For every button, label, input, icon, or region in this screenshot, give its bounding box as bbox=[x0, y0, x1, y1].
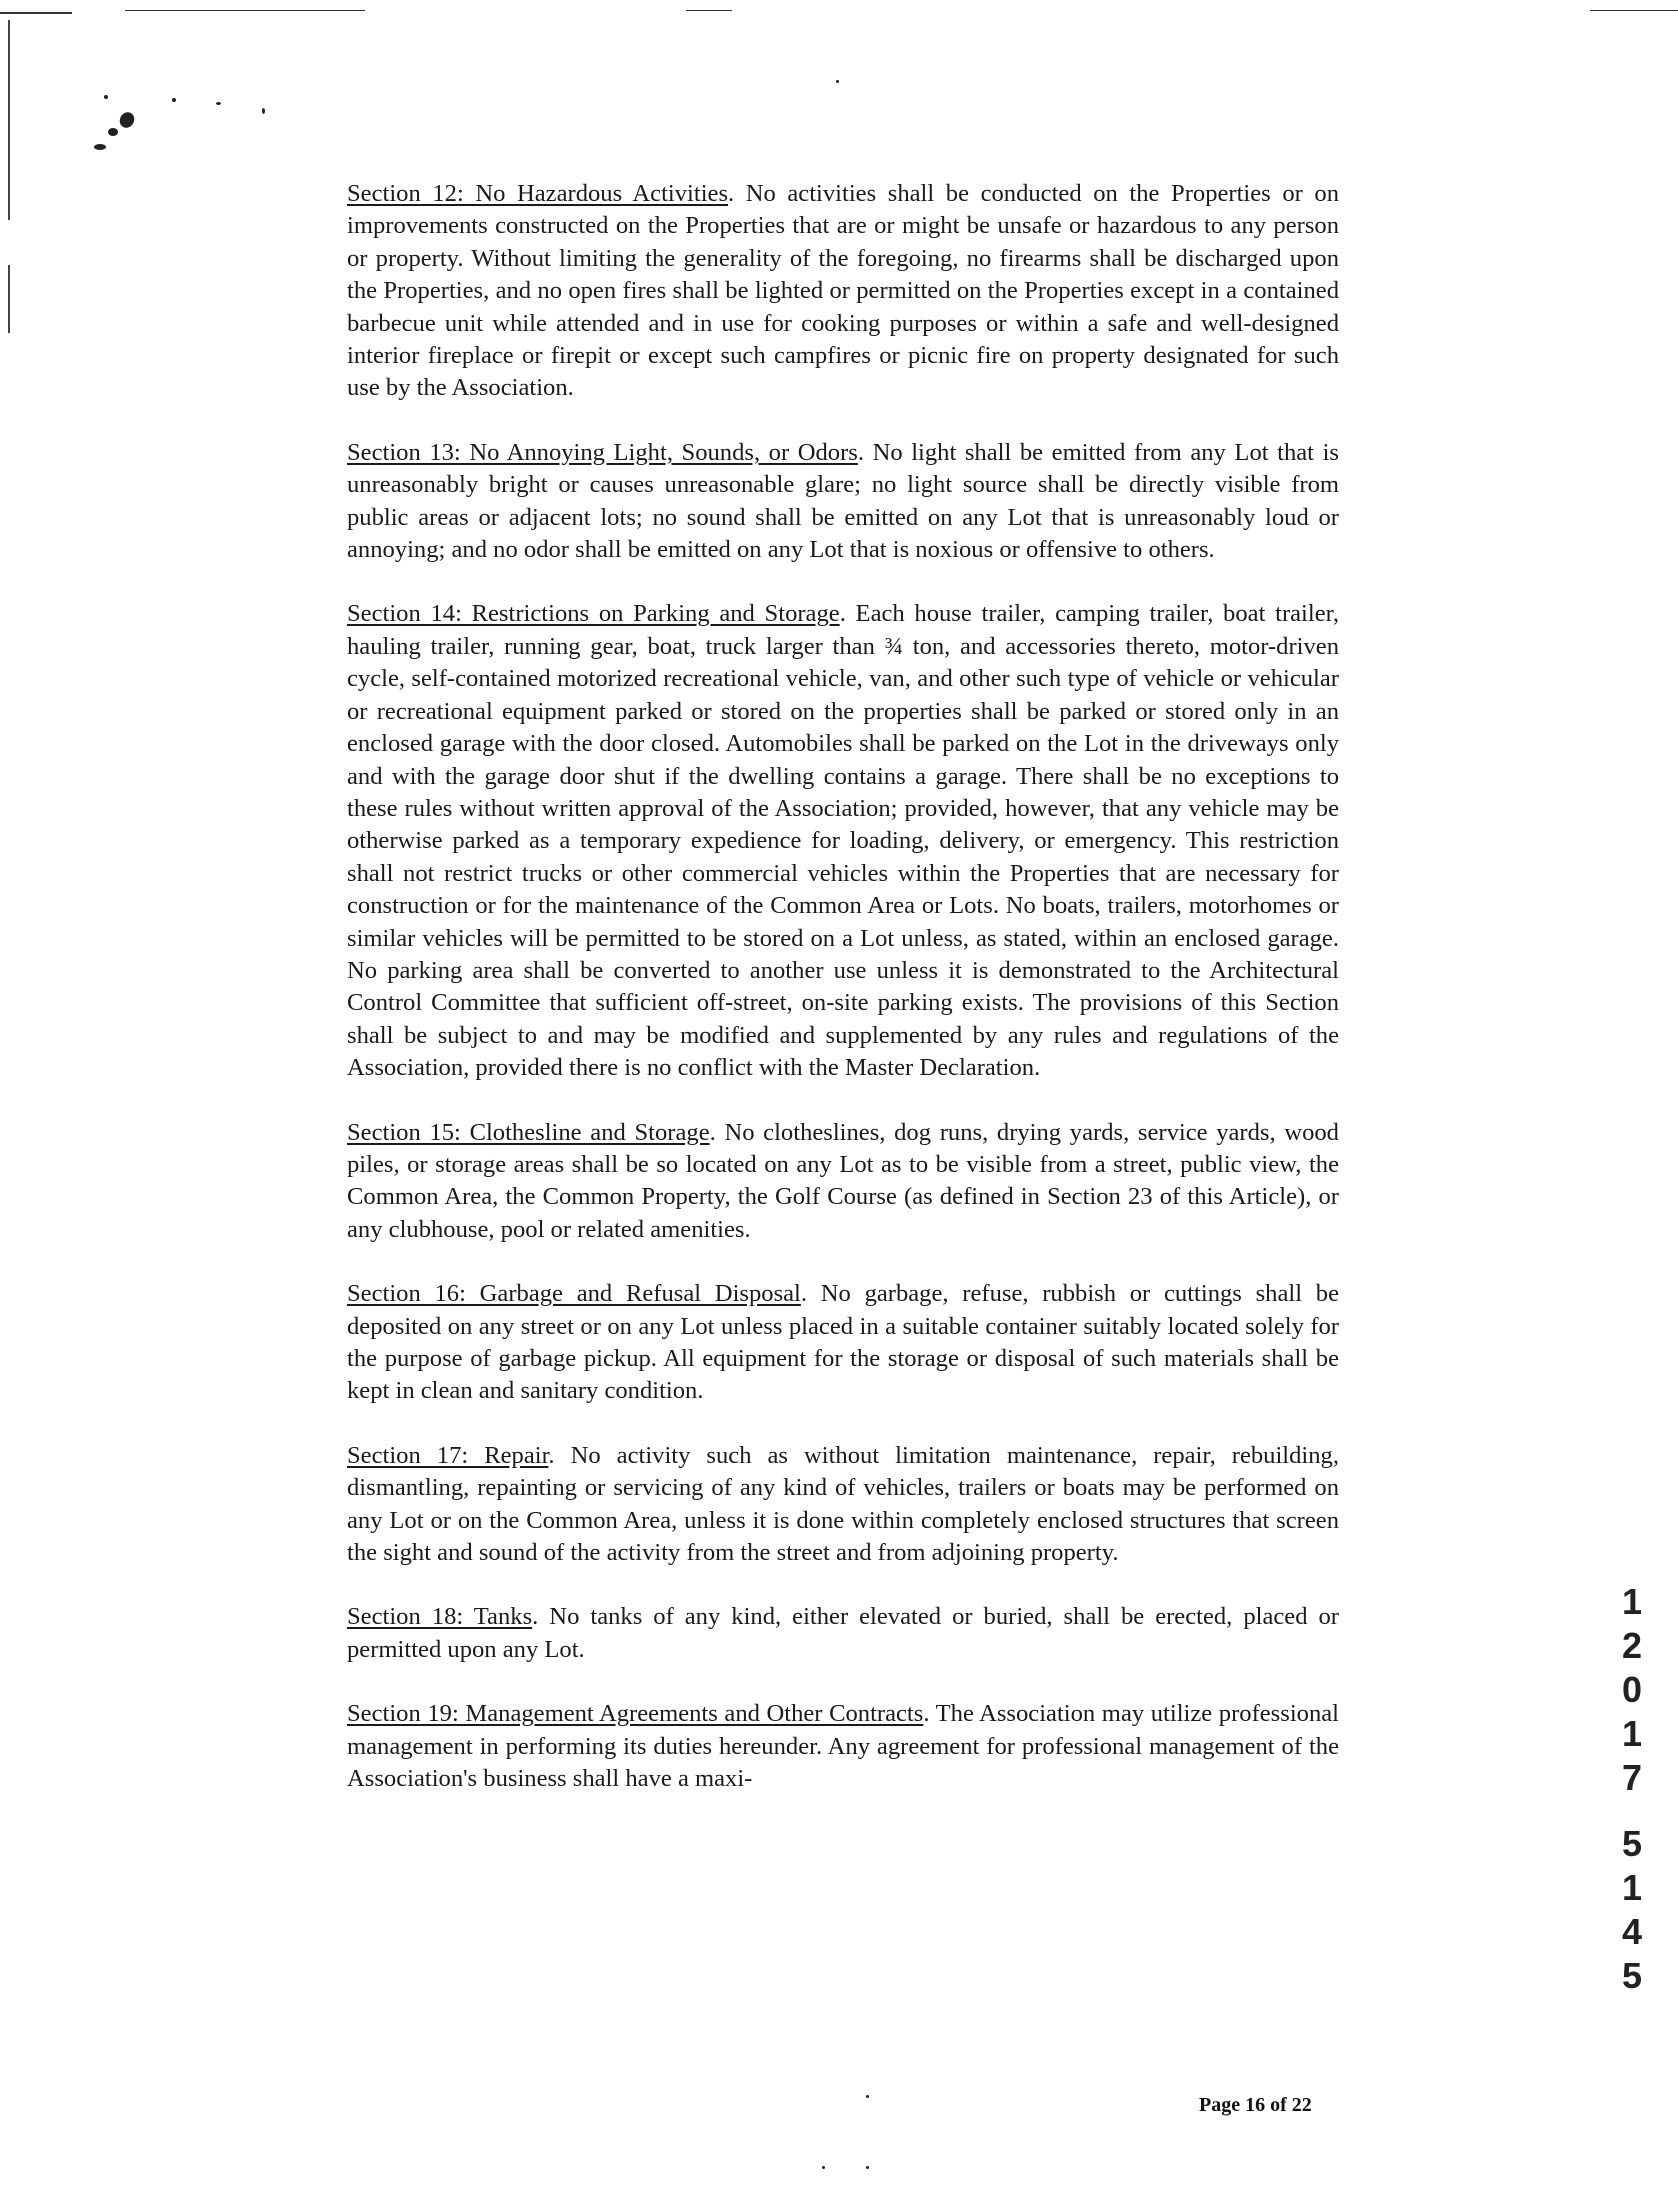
scan-left-margin-line-top bbox=[8, 20, 10, 220]
stamp-digit: 1 bbox=[1621, 1581, 1643, 1622]
section-14-text: . Each house trailer, camping trailer, boat trailer, hauling trailer, running gear, boat, truck larger than ¾ ton, and accessories thereto, motor-driven cycle, self-contained motorized recreational vehicle, van, and other such type of vehicle or vehicular or recreational equipment parked or stored on the properties shall be parked or stored only in an enclosed garage with the door closed. Automobiles shall be parked on the Lot in the driveways only and with the garage door shut if the dwelling contains a garage. There shall be no exceptions to these rules without written approval of the Association; provided, however, that any vehicle may be otherwise parked as a temporary expedience for loading, delivery, or emergency. This restriction shall not restrict trucks or other commercial vehicles within the Properties that are necessary for construction or for the maintenance of the Common Area or Lots. No boats, trailers, motorhomes or similar vehicles will be permitted to be stored on a Lot unless, as stated, within an enclosed garage. No parking area shall be converted to another use unless it is demonstrated to the Architectural Control Committee that sufficient off-street, on-site parking exists. The provisions of this Section shall be subject to and may be modified and supplemented by any rules and regulations of the Association, provided there is no conflict with the Master Declaration. bbox=[347, 600, 1339, 1082]
scan-left-margin-line-bottom bbox=[8, 265, 10, 333]
stamp-digit: 5 bbox=[1621, 1823, 1643, 1864]
section-14-heading: Section 14: Restrictions on Parking and Storage bbox=[347, 600, 840, 628]
stamp-digit: 1 bbox=[1621, 1867, 1643, 1908]
section-13-heading: Section 13: No Annoying Light, Sounds, or Odors bbox=[347, 438, 858, 466]
scan-speck bbox=[822, 2166, 825, 2169]
scan-speck bbox=[866, 2095, 869, 2098]
scan-top-rule-center bbox=[686, 10, 732, 11]
document-body bbox=[347, 178, 1339, 1827]
section-13-text: . No light shall be emitted from any Lot that is unreasonably bright or causes unreasonable glare; no light source shall be directly visible from public areas or adjacent lots; no sound shall be emitted on any Lot that is unreasonably loud or annoying; and no odor shall be emitted on any Lot that is noxious or offensive to others. bbox=[347, 438, 1339, 564]
section-18-heading: Section 18: Tanks bbox=[347, 1603, 533, 1631]
scan-speck bbox=[94, 144, 106, 150]
section-16 bbox=[347, 1278, 1339, 1408]
section-15-heading: Section 15: Clothesline and Storage bbox=[347, 1118, 710, 1146]
section-12-text: . No activities shall be conducted on the Properties or on improvements constructed on the Properties that are or might be unsafe or hazardous to any person or property. Without limiting the generality of the foregoing, no firearms shall be discharged upon the Properties, and no open fires shall be lighted or permitted on the Properties except in a contained barbecue unit while attended and in use for cooking purposes or within a safe and well-designed interior fireplace or firepit or except such campfires or picnic fire on property designated for such use by the Association. bbox=[347, 180, 1339, 402]
section-13 bbox=[347, 437, 1339, 567]
page-number: Page 16 of 22 bbox=[1199, 2094, 1312, 2116]
section-15-text: . No clotheslines, dog runs, drying yards, service yards, wood piles, or storage areas shall be so located on any Lot as to be visible from a street, public view, the Common Area, the Common Property, the Golf Course (as defined in Section 23 of this Article), or any clubhouse, pool or related amenities. bbox=[347, 1118, 1339, 1243]
scan-speck bbox=[117, 110, 137, 131]
section-19 bbox=[347, 1698, 1339, 1795]
section-17-heading: Section 17: Repair bbox=[347, 1441, 549, 1469]
section-12-heading: Section 12: No Hazardous Activities bbox=[347, 180, 729, 207]
scan-speck bbox=[172, 98, 176, 102]
stamp-digit: 1 bbox=[1621, 1713, 1643, 1754]
section-17-text: . No activity such as without limitation maintenance, repair, rebuilding, dismantling, repainting or servicing of any kind of vehicles, trailers or boats may be performed on any Lot or on the Common Area, unless it is done within completely enclosed structures that screen the sight and sound of the activity from the street and from adjoining property. bbox=[347, 1441, 1339, 1567]
stamp-digit: 0 bbox=[1621, 1669, 1643, 1710]
stamp-digit: 2 bbox=[1621, 1625, 1643, 1666]
scan-speck bbox=[836, 80, 839, 83]
scan-speck bbox=[262, 108, 265, 114]
scan-speck bbox=[104, 95, 108, 99]
section-18 bbox=[347, 1601, 1339, 1666]
recording-number-stamp bbox=[1612, 1580, 1652, 1998]
scan-speck bbox=[866, 2166, 869, 2169]
section-17 bbox=[347, 1440, 1339, 1570]
stamp-digit: 7 bbox=[1621, 1757, 1643, 1798]
section-19-text: . The Association may utilize professional management in performing its duties hereunder. Any agreement for professional management of the Association's business shall have a maxi- bbox=[347, 1700, 1339, 1793]
scan-top-rule-left bbox=[0, 12, 72, 14]
section-16-heading: Section 16: Garbage and Refusal Disposal bbox=[347, 1280, 801, 1308]
section-19-heading: Section 19: Management Agreements and Other Contracts bbox=[347, 1700, 924, 1728]
stamp-digit: 5 bbox=[1621, 1955, 1643, 1996]
section-12 bbox=[347, 178, 1339, 405]
section-15 bbox=[347, 1117, 1339, 1247]
scan-top-rule-right bbox=[1590, 10, 1678, 11]
section-14 bbox=[347, 598, 1339, 1084]
stamp-digit: 4 bbox=[1621, 1911, 1643, 1952]
section-18-text: . No tanks of any kind, either elevated or buried, shall be erected, placed or permitted upon any Lot. bbox=[347, 1603, 1339, 1663]
scan-top-rule-mid bbox=[125, 10, 365, 11]
stamp-gap bbox=[1612, 1800, 1652, 1822]
scan-speck bbox=[216, 102, 221, 105]
section-16-text: . No garbage, refuse, rubbish or cuttings shall be deposited on any street or on any Lot unless placed in a suitable container suitably located solely for the purpose of garbage pickup. All equipment for the storage or disposal of such materials shall be kept in clean and sanitary condition. bbox=[347, 1280, 1339, 1405]
scan-speck bbox=[108, 128, 118, 136]
